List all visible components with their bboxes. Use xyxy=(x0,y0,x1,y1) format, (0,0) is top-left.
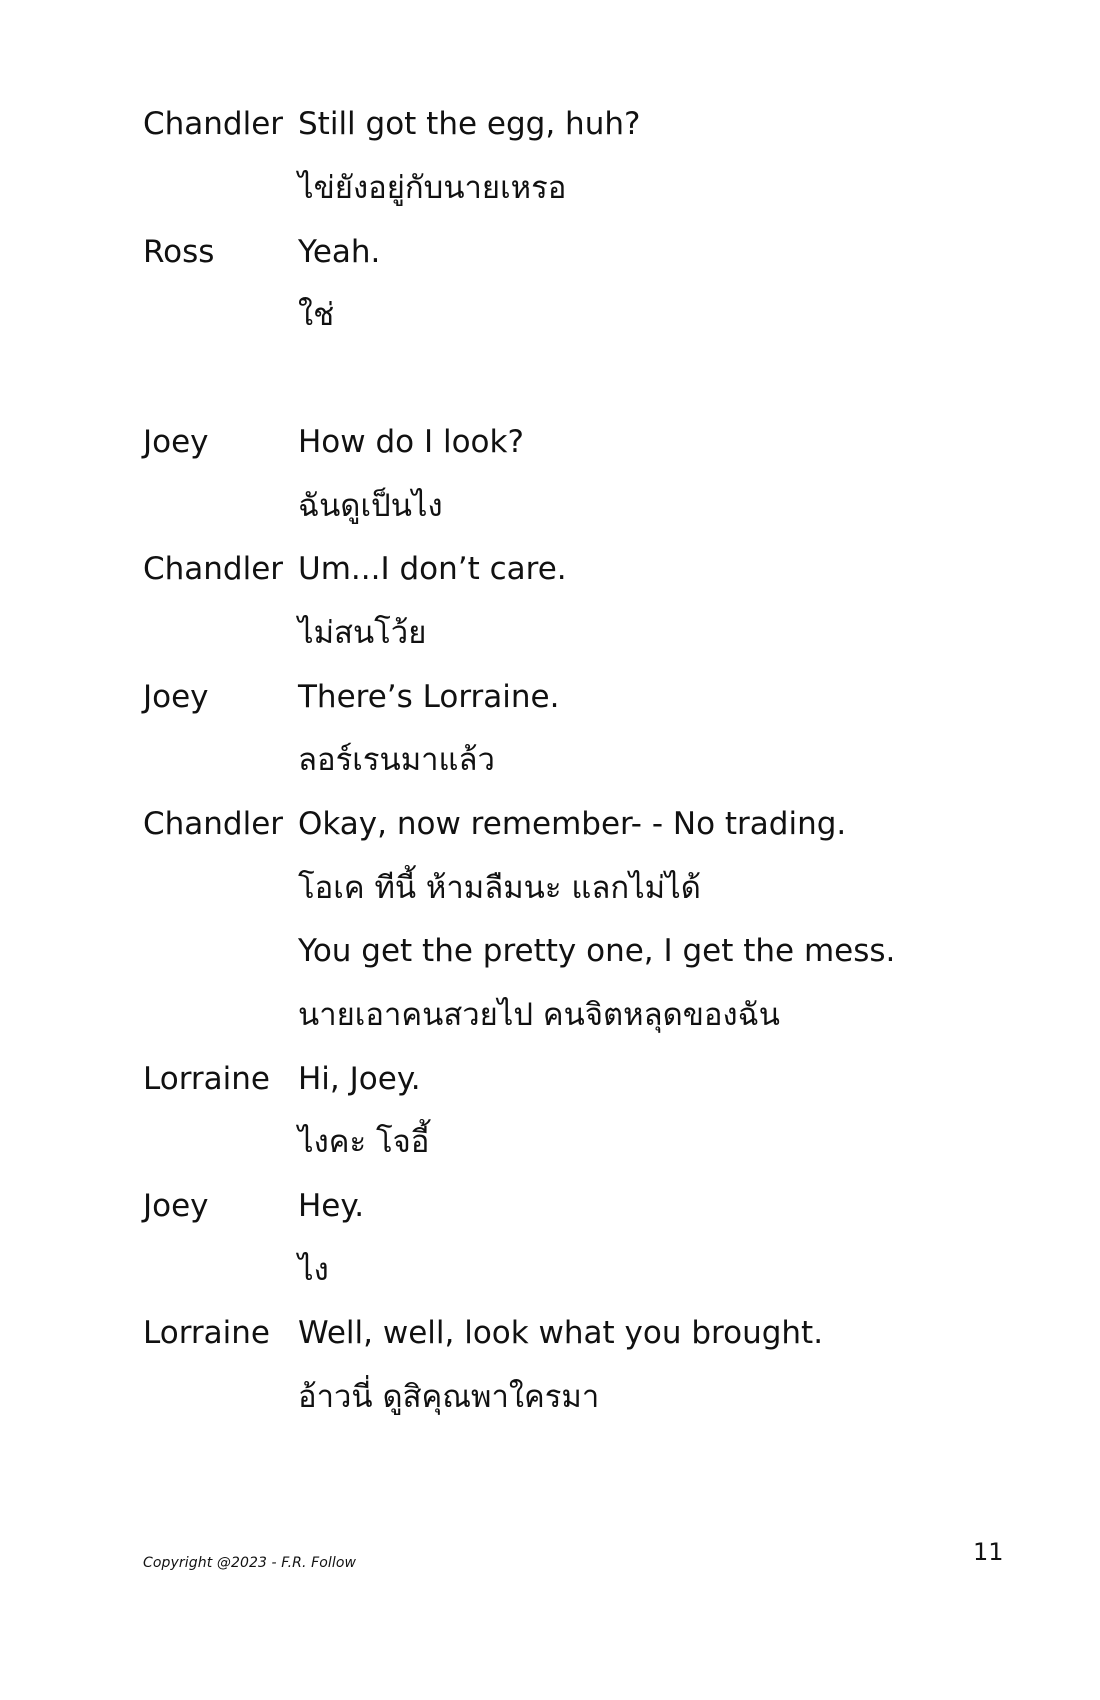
line-text: นายเอาคนสวยไป คนจิตหลุดของฉัน xyxy=(298,997,780,1033)
page-number: 11 xyxy=(973,1538,1004,1566)
translation-line xyxy=(0,476,1100,536)
translation-line xyxy=(0,985,1100,1045)
line-text: ไม่สนโว้ย xyxy=(298,615,427,651)
line-text: โอเค ทีนี้ ห้ามลืมนะ แลกไม่ได้ xyxy=(298,870,701,906)
line-text: You get the pretty one, I get the mess. xyxy=(298,933,896,969)
speaker-name: Chandler xyxy=(143,106,284,142)
line-text: Hey. xyxy=(298,1188,365,1224)
line-text: อ้าวนี่ ดูสิคุณพาใครมา xyxy=(298,1379,600,1415)
line-text: ลอร์เรนมาแล้ว xyxy=(298,742,495,778)
speaker-name: Ross xyxy=(143,234,215,270)
dialogue-line xyxy=(0,1176,1100,1236)
line-text: Still got the egg, huh? xyxy=(298,106,641,142)
line-text: ไง xyxy=(298,1252,329,1288)
dialogue-line xyxy=(0,667,1100,727)
speaker-name: Lorraine xyxy=(143,1061,270,1097)
dialogue-line xyxy=(0,794,1100,854)
line-text: ไข่ยังอยู่กับนายเหรอ xyxy=(298,170,567,206)
speaker-name: Lorraine xyxy=(143,1315,270,1351)
translation-line xyxy=(0,603,1100,663)
translation-line xyxy=(0,1367,1100,1427)
line-text: There’s Lorraine. xyxy=(298,679,560,715)
line-text: ใช่ xyxy=(298,297,335,333)
line-text: ฉันดูเป็นไง xyxy=(298,488,443,524)
dialogue-line xyxy=(0,1303,1100,1363)
line-text: Yeah. xyxy=(298,234,381,270)
line-text: ไงคะ โจอี้ xyxy=(298,1124,430,1160)
translation-line xyxy=(0,1240,1100,1300)
dialogue-line xyxy=(0,1049,1100,1109)
line-text: Okay, now remember- - No trading. xyxy=(298,806,847,842)
translation-line xyxy=(0,858,1100,918)
speaker-name: Chandler xyxy=(143,806,284,842)
dialogue-line xyxy=(0,412,1100,472)
speaker-name: Joey xyxy=(143,424,209,460)
translation-line xyxy=(0,158,1100,218)
translation-line xyxy=(0,285,1100,345)
line-text: Um...I don’t care. xyxy=(298,551,567,587)
line-text: Hi, Joey. xyxy=(298,1061,421,1097)
translation-line xyxy=(0,1112,1100,1172)
speaker-name: Chandler xyxy=(143,551,284,587)
speaker-name: Joey xyxy=(143,679,209,715)
copyright-footer: Copyright @2023 - F.R. Follow xyxy=(143,1555,357,1571)
dialogue-line xyxy=(0,94,1100,154)
dialogue-line xyxy=(0,921,1100,981)
speaker-name: Joey xyxy=(143,1188,209,1224)
line-text: Well, well, look what you brought. xyxy=(298,1315,824,1351)
dialogue-line xyxy=(0,222,1100,282)
dialogue-line xyxy=(0,539,1100,599)
line-text: How do I look? xyxy=(298,424,524,460)
translation-line xyxy=(0,730,1100,790)
